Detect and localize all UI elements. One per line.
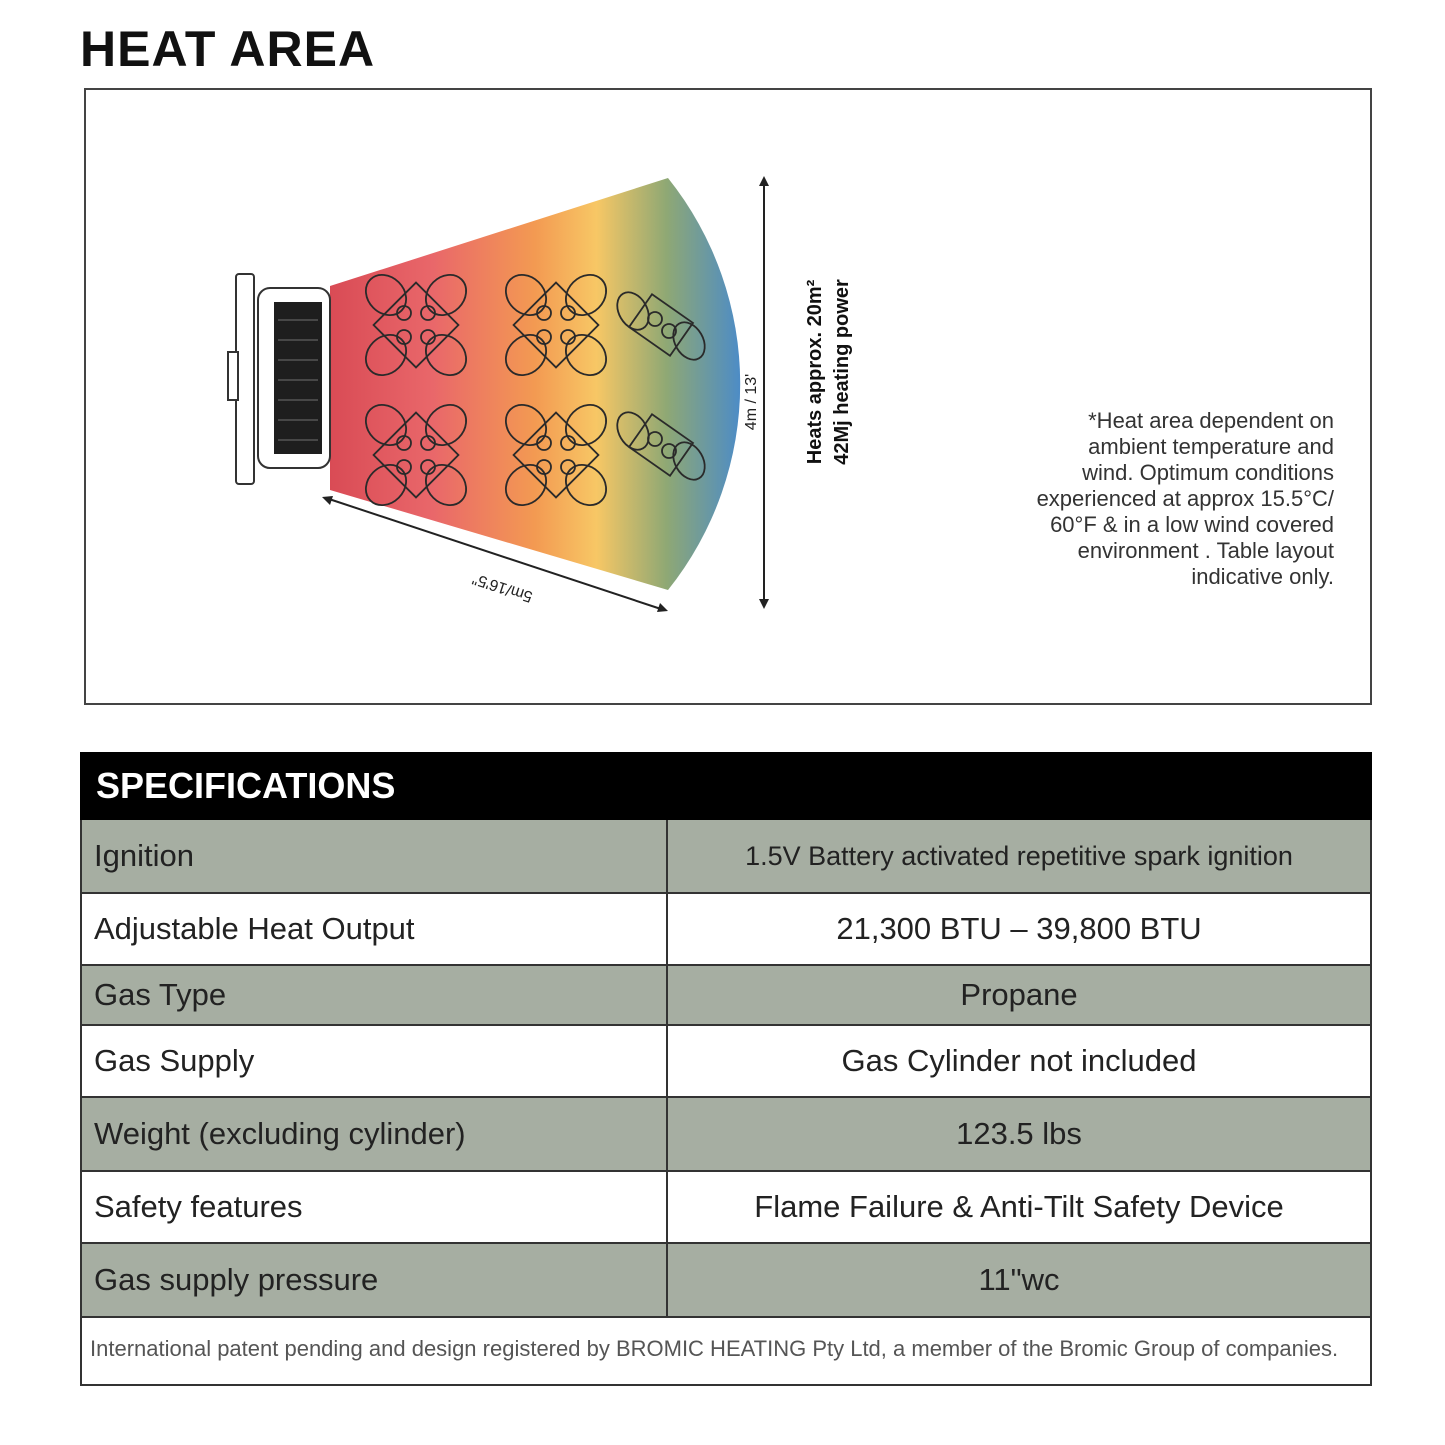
heat-fan-gradient [330, 178, 740, 590]
patent-footer: International patent pending and design registered by BROMIC HEATING Pty Ltd, a member of the Bromic Group of companies. [81, 1317, 1371, 1385]
heating-power-label: 42Mj heating power [831, 279, 853, 465]
table-row [81, 893, 1371, 965]
spec-value: Propane [667, 965, 1371, 1025]
table-row [81, 819, 1371, 893]
spec-value: Flame Failure & Anti-Tilt Safety Device [667, 1171, 1371, 1243]
patio-heater-icon [228, 274, 330, 484]
heat-area-illustration [86, 90, 1370, 703]
spec-value: 123.5 lbs [667, 1097, 1371, 1171]
coverage-area-label: Heats approx. 20m² [804, 279, 826, 465]
spec-label: Gas supply pressure [81, 1243, 667, 1317]
spec-label: Safety features [81, 1171, 667, 1243]
heat-area-note: *Heat area dependent on ambient temperature and wind. Optimum conditions experienced at approx 15.5°C/ 60°F & in a low wind covered environment . Table layout indicative only. [1036, 408, 1334, 589]
height-label: 4m / 13' [743, 373, 760, 431]
specifications-title: SPECIFICATIONS [81, 753, 1371, 819]
spec-value: Gas Cylinder not included [667, 1025, 1371, 1097]
heat-area-diagram [84, 88, 1372, 705]
table-row [81, 1171, 1371, 1243]
table-row [81, 1243, 1371, 1317]
spec-label: Weight (excluding cylinder) [81, 1097, 667, 1171]
specifications-table [80, 752, 1372, 1386]
table-row [81, 965, 1371, 1025]
spec-label: Adjustable Heat Output [81, 893, 667, 965]
table-row [81, 1097, 1371, 1171]
table-row [81, 1025, 1371, 1097]
spec-value: 11"wc [667, 1243, 1371, 1317]
width-label: 5m/16'5" [470, 569, 535, 605]
height-dimension-arrow [759, 176, 769, 609]
spec-label: Gas Supply [81, 1025, 667, 1097]
spec-label: Ignition [81, 819, 667, 893]
heat-area-title: HEAT AREA [80, 21, 376, 77]
table-row [81, 1317, 1371, 1385]
spec-label: Gas Type [81, 965, 667, 1025]
spec-value: 1.5V Battery activated repetitive spark ignition [667, 819, 1371, 893]
spec-value: 21,300 BTU – 39,800 BTU [667, 893, 1371, 965]
